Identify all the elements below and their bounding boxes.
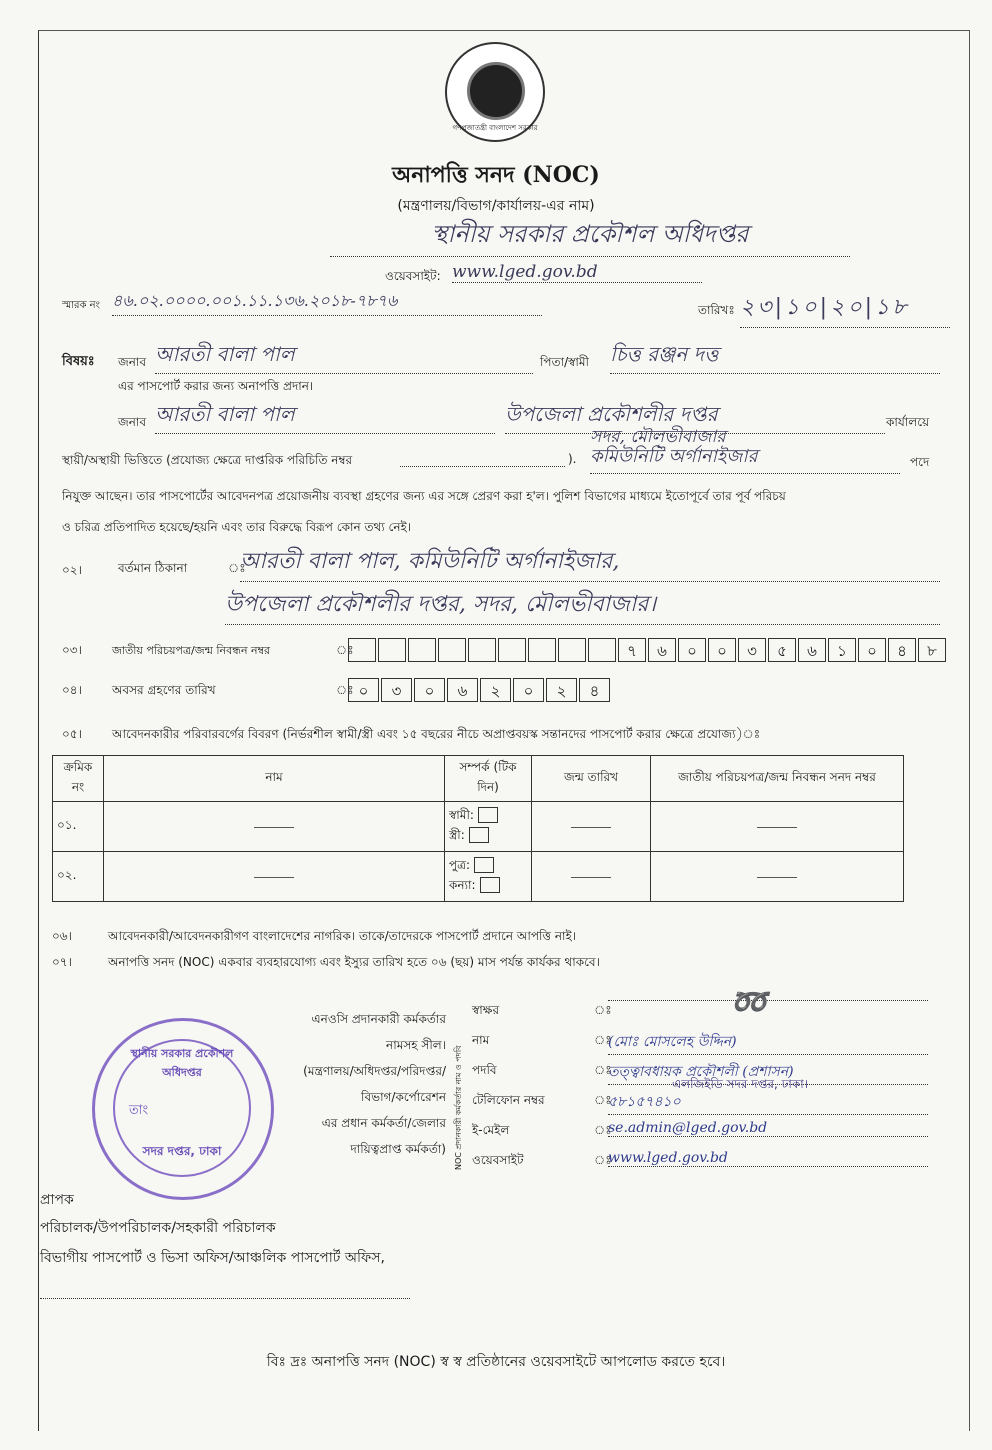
issuer-field-colon: ঃ: [594, 1153, 612, 1167]
page-subtitle: (মন্ত্রণালয়/বিভাগ/কার্যালয়-এর নাম): [397, 198, 595, 214]
seal-inner-text: তাং: [129, 1103, 149, 1118]
memo-value: ৪৬.০২.০০০০.০০১.১১.১৩৬.২০১৮-৭৮৭৬: [112, 288, 542, 316]
digit-box: ৩: [381, 678, 412, 702]
row-name-blank: [104, 802, 445, 852]
family-table-header: [53, 756, 904, 802]
digit-box: [468, 638, 496, 662]
issuer-line: এনওসি প্রদানকারী কর্মকর্তার: [311, 1012, 446, 1026]
col-name: নাম: [104, 756, 445, 802]
row-name-blank: [104, 852, 445, 902]
issuer-line: নামসহ সীল।: [386, 1038, 446, 1052]
item05-num: ০৫।: [62, 727, 82, 741]
date-label: তারিখঃ: [698, 303, 735, 317]
issuer-field-label: স্বাক্ষর: [472, 1003, 500, 1017]
page-title: অনাপত্তি সনদ (NOC): [392, 162, 600, 188]
digit-box: ৭: [618, 638, 646, 662]
item07-num: ০৭।: [52, 955, 72, 969]
issuer-field-value: www.lged.gov.bd: [608, 1150, 928, 1167]
issuer-field-row: [472, 1118, 952, 1148]
body-office-line1: উপজেলা প্রকৌশলীর দপ্তর: [505, 400, 885, 434]
address-line1: আরতী বালা পাল, কমিউনিটি অর্গানাইজার,: [240, 544, 940, 582]
issuer-field-row: [472, 1148, 952, 1178]
body-para1: নিযুক্ত আছেন। তার পাসপোর্টের আবেদনপত্র প্রয়োজনীয় ব্যবস্থা গ্রহণের জন্য এর সঙ্গে প্রেরণ করা হ'ল। পুলিশ বিভাগের মাধ্যমে ইতোপূর্বে তার পূর্ব পরিচয়: [62, 489, 786, 503]
subject-label: বিষয়ঃ: [62, 354, 95, 369]
digit-box: ৬: [447, 678, 478, 702]
body-office-suffix: কার্যালয়ে: [886, 415, 930, 429]
website-label: ওয়েবসাইট:: [385, 269, 441, 283]
issuer-field-value: ৫৮১৫৭৪১০: [608, 1090, 928, 1115]
subject-janab: জনাব: [118, 355, 147, 369]
emblem-text: গণপ্রজাতন্ত্রী বাংলাদেশ সরকার: [452, 124, 538, 132]
row-serial: ০২.: [53, 852, 104, 902]
govt-emblem: [445, 42, 545, 142]
digit-box: [378, 638, 406, 662]
recipient-label: প্রাপক: [40, 1192, 74, 1208]
item06-text: আবেদনকারী/আবেদনকারীগণ বাংলাদেশের নাগরিক। তাকে/তাদেরকে পাসপোর্ট প্রদানে আপত্তি নাই।: [108, 929, 577, 943]
digit-box: [348, 638, 376, 662]
pade-label: পদে: [910, 455, 930, 469]
issuer-signature: ➿: [730, 985, 768, 1020]
issuer-field-colon: ঃ: [594, 1093, 612, 1107]
issuer-line: (মন্ত্রণালয়/অধিদপ্তর/পরিদপ্তর/: [303, 1064, 446, 1078]
father-value: চিত্ত রঞ্জন দত্ত: [610, 340, 940, 374]
item02-label: বর্তমান ঠিকানা: [118, 561, 188, 575]
digit-box: ০: [348, 678, 379, 702]
row-nid-blank: [651, 802, 904, 852]
row-dob-blank: [532, 852, 651, 902]
subject-name: আরতী বালা পাল: [155, 340, 533, 374]
digit-box: ০: [708, 638, 736, 662]
row-relation: [445, 802, 532, 852]
digit-box: ৪: [888, 638, 916, 662]
husband-checkbox[interactable]: [478, 807, 498, 823]
seal-outer-text: স্থানীয় সরকার প্রকৌশল অধিদপ্তর: [130, 1047, 234, 1079]
date-value: ২৩|১০|২০|১৮: [740, 290, 950, 328]
digit-box: ৪: [579, 678, 610, 702]
seal-bottom-text: সদর দপ্তর, ঢাকা: [142, 1144, 222, 1158]
issuer-line: দায়িত্বপ্রাপ্ত কর্মকর্তা): [350, 1142, 446, 1156]
digit-box: ২: [480, 678, 511, 702]
table-row: [53, 852, 904, 902]
issuer-field-row: [472, 1028, 952, 1058]
digit-box: ০: [414, 678, 445, 702]
digit-box: [408, 638, 436, 662]
issuer-designation-sub: এলজিইডি সদর দপ্তর, ঢাকা।: [672, 1077, 809, 1091]
relation-wife: স্ত্রী:: [449, 827, 465, 842]
item03-label: জাতীয় পরিচয়পত্র/জন্ম নিবন্ধন নম্বর: [112, 644, 271, 657]
issuer-field-label: নাম: [472, 1033, 490, 1047]
retirement-date-boxes: [348, 678, 612, 702]
issuer-field-label: ই-মেইল: [472, 1123, 510, 1137]
digit-box: ০: [513, 678, 544, 702]
digit-box: ১: [828, 638, 856, 662]
issuer-field-colon: ঃ: [594, 1033, 612, 1047]
issuer-field-label: টেলিফোন নম্বর: [472, 1093, 545, 1107]
perm-number-dots: [400, 466, 565, 467]
relation-husband: স্বামী:: [449, 807, 474, 822]
issuer-field-value: se.admin@lged.gov.bd: [608, 1120, 928, 1137]
issuer-field-colon: ঃ: [594, 1063, 612, 1077]
col-nid: জাতীয় পরিচয়পত্র/জন্ম নিবন্ধন সনদ নম্বর: [651, 756, 904, 802]
row-serial: ০১.: [53, 802, 104, 852]
digit-box: ৩: [738, 638, 766, 662]
body-office-line2: সদর, মৌলভীবাজার: [590, 427, 726, 447]
digit-box: ০: [858, 638, 886, 662]
recipient-line2: বিভাগীয় পাসপোর্ট ও ভিসা অফিস/আঞ্চলিক পাসপোর্ট অফিস,: [40, 1250, 385, 1266]
address-line2: উপজেলা প্রকৌশলীর দপ্তর, সদর, মৌলভীবাজার।: [225, 587, 940, 625]
body-para2: ও চরিত্র প্রতিপাদিত হয়েছে/হয়নি এবং তার বিরুদ্ধে বিরূপ কোন তথ্য নেই।: [62, 520, 412, 534]
row-relation: [445, 852, 532, 902]
digit-box: ৬: [648, 638, 676, 662]
relation-son: পুত্র:: [449, 857, 471, 872]
subject-line2: এর পাসপোর্ট করার জন্য অনাপত্তি প্রদান।: [118, 379, 314, 393]
wife-checkbox[interactable]: [469, 827, 489, 843]
item07-text: অনাপত্তি সনদ (NOC) একবার ব্যবহারযোগ্য এবং ইস্যুর তারিখ হতে ০৬ (ছয়) মাস পর্যন্ত কার্যকর থাকবে।: [108, 955, 600, 969]
issuer-field-colon: ঃ: [594, 1123, 612, 1137]
row-nid-blank: [651, 852, 904, 902]
designation-value: কমিউনিটি অর্গানাইজার: [590, 442, 900, 474]
office-name: স্থানীয় সরকার প্রকৌশল অধিদপ্তর: [330, 216, 850, 257]
family-table: [52, 755, 904, 902]
issuer-line: বিভাগ/কর্পোরেশন: [361, 1090, 446, 1104]
body-name: আরতী বালা পাল: [155, 400, 495, 434]
perm-close: ).: [568, 452, 577, 466]
item05-label: আবেদনকারীর পরিবারবর্গের বিবরণ (নির্ভরশীল স্বামী/স্ত্রী এবং ১৫ বছরের নীচে অপ্রাপ্তবয়স্ক সন্তানদের পাসপোর্ট করার ক্ষেত্রে প্রযোজ্য)ঃ: [112, 727, 761, 741]
recipient-address-line: [40, 1298, 410, 1299]
office-seal: [92, 1018, 274, 1200]
son-checkbox[interactable]: [474, 857, 494, 873]
item06-num: ০৬।: [52, 929, 72, 943]
col-relation: সম্পর্ক (টিক দিন): [445, 756, 532, 802]
item04-colon: ঃ: [336, 683, 354, 697]
issuer-vertical-label: NOC প্রদানকারী কর্মকর্তার নাম ও পদবি: [454, 1045, 463, 1170]
issuer-line: এর প্রধান কর্মকর্তা/জেলার: [321, 1116, 446, 1130]
website-value: www.lged.gov.bd: [452, 262, 702, 283]
item03-num: ০৩।: [62, 643, 82, 657]
table-row: [53, 802, 904, 852]
col-dob: জন্ম তারিখ: [532, 756, 651, 802]
item02-num: ০২।: [62, 563, 82, 577]
item04-num: ০৪।: [62, 683, 82, 697]
issuer-field-row: [472, 998, 952, 1028]
recipient-line1: পরিচালক/উপপরিচালক/সহকারী পরিচালক: [40, 1220, 276, 1236]
digit-box: ৬: [798, 638, 826, 662]
issuer-field-value: (মোঃ মোসলেহ উদ্দিন): [608, 1030, 928, 1055]
digit-box: ৫: [768, 638, 796, 662]
digit-box: ৮: [918, 638, 946, 662]
digit-box: ২: [546, 678, 577, 702]
digit-box: [528, 638, 556, 662]
issuer-field-label: পদবি: [472, 1063, 497, 1077]
col-serial: ক্রমিক নং: [53, 756, 104, 802]
memo-label: স্মারক নং: [62, 300, 100, 311]
daughter-checkbox[interactable]: [480, 877, 500, 893]
digit-box: [438, 638, 466, 662]
digit-box: ০: [678, 638, 706, 662]
issuer-field-colon: ঃ: [594, 1003, 612, 1017]
perm-text: স্থায়ী/অস্থায়ী ভিত্তিতে (প্রযোজ্য ক্ষেত্রে দাপ্তরিক পরিচিতি নম্বর: [62, 453, 353, 467]
relation-daughter: কন্যা:: [449, 877, 476, 892]
item02-colon: ঃ: [228, 561, 246, 575]
issuer-field-value: তত্ত্বাবধায়ক প্রকৌশলী (প্রশাসন): [608, 1060, 928, 1085]
nid-digit-boxes: [348, 638, 948, 662]
issuer-field-value: [608, 1000, 928, 1001]
issuer-field-label: ওয়েবসাইট: [472, 1153, 524, 1167]
footer-note: বিঃ দ্রঃ অনাপত্তি সনদ (NOC) স্ব স্ব প্রতিষ্ঠানের ওয়েবসাইটে আপলোড করতে হবে।: [266, 1354, 726, 1370]
digit-box: [588, 638, 616, 662]
body-janab: জনাব: [118, 415, 147, 429]
digit-box: [498, 638, 526, 662]
digit-box: [558, 638, 586, 662]
item03-colon: ঃ: [336, 643, 354, 657]
row-dob-blank: [532, 802, 651, 852]
issuer-labels: [250, 1006, 446, 1162]
father-label: পিতা/স্বামী: [540, 355, 589, 369]
item04-label: অবসর গ্রহণের তারিখ: [112, 683, 216, 697]
